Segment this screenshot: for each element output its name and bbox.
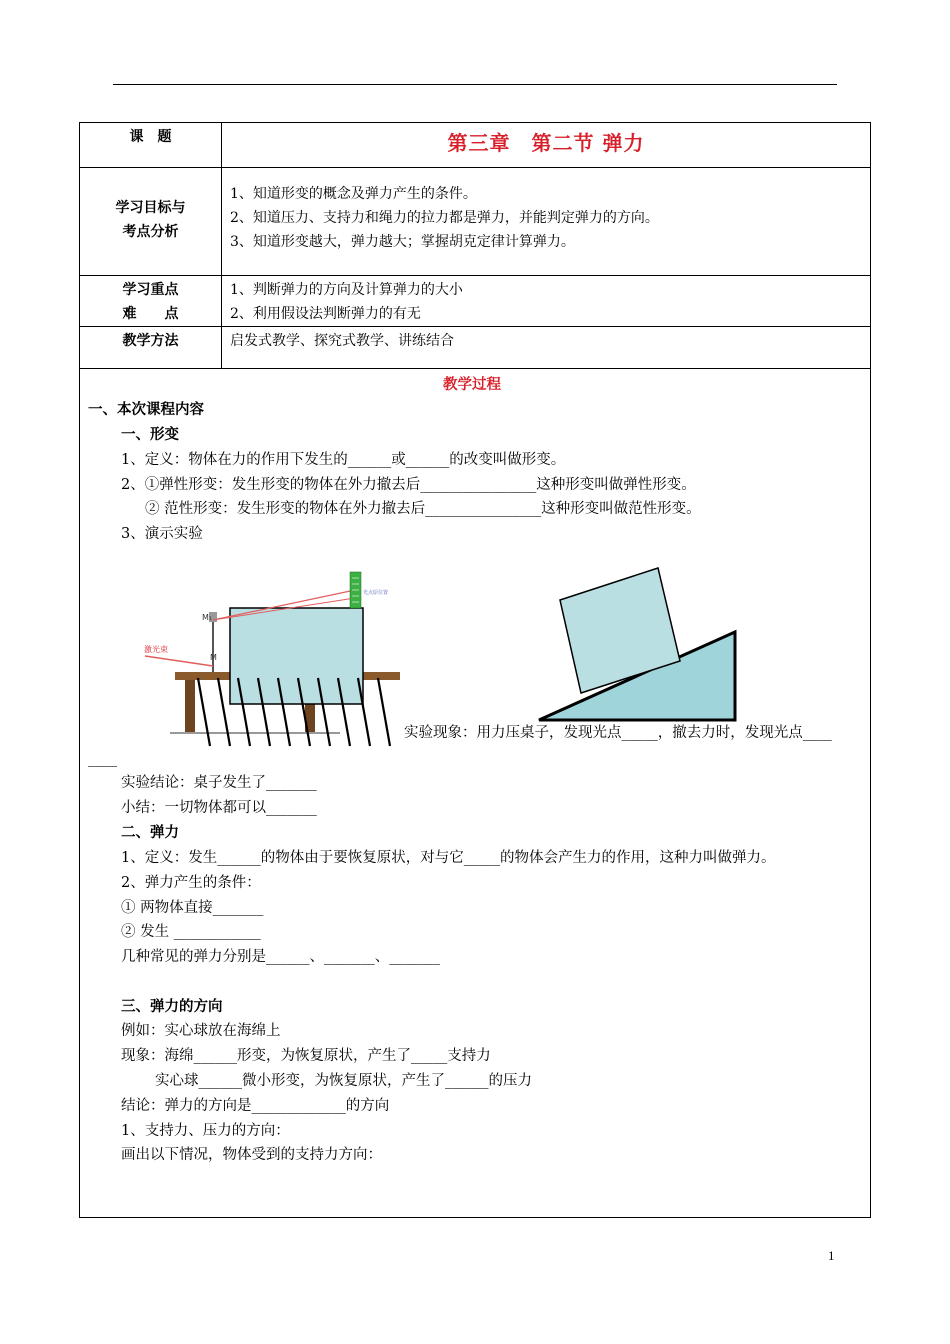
elastic-force-conditions: 2、弹力产生的条件：	[121, 875, 261, 891]
observation-text: 实验现象：用力压桌子，发现光点_____，撤去力时，发现光点____	[404, 725, 832, 741]
spring-arrow	[358, 678, 370, 746]
spot-label: 光点原位置	[363, 590, 389, 596]
header-rule	[113, 84, 837, 85]
spring-arrow	[378, 678, 390, 746]
plastic-deformation: ② 范性形变：发生形变的物体在外力撤去后________________这种形变叫做范性形变。	[145, 501, 701, 517]
deformation-heading: 一、形变	[121, 427, 179, 443]
mirror-m-label: M	[210, 653, 217, 662]
goal-item: 2、知道压力、支持力和绳力的拉力都是弹力，并能判定弹力的方向。	[230, 210, 659, 226]
goals-label-line-2: 考点分析	[122, 224, 179, 240]
observation-continuation: ____	[88, 751, 117, 767]
summary-text: 小结：一切物体都可以_______	[121, 800, 317, 816]
method-row	[80, 327, 871, 369]
goal-item: 3、知道形变越大，弹力越大；掌握胡克定律计算弹力。	[230, 234, 575, 250]
table-leg-left	[185, 680, 195, 732]
spring-arrow	[198, 678, 210, 746]
method-label: 教学方法	[80, 327, 222, 369]
laser-table-experiment-figure	[140, 568, 405, 750]
laser-label: 激光束	[144, 645, 168, 654]
block-on-table	[230, 608, 363, 704]
focus-item: 1、判断弹力的方向及计算弹力的大小	[230, 282, 463, 298]
direction-conclusion: 结论：弹力的方向是_____________的方向	[121, 1098, 390, 1114]
elastic-deformation: 2、①弹性形变：发生形变的物体在外力撤去后________________这种形变叫做弹性形变。	[121, 477, 696, 493]
spring-arrow	[218, 678, 230, 746]
support-pressure-direction: 1、支持力、压力的方向：	[121, 1123, 290, 1139]
focus-label	[80, 276, 222, 327]
deformation-definition: 1、定义：物体在力的作用下发生的______或______的改变叫做形变。	[121, 452, 566, 468]
laser-beam-in	[145, 656, 213, 666]
focus-label-line-1: 学习重点	[122, 282, 179, 298]
topic-content	[222, 123, 871, 168]
common-elastic-forces: 几种常见的弹力分别是______、_______、_______	[121, 949, 440, 965]
condition-2: ② 发生 ____________	[121, 924, 261, 940]
topic-label: 课 题	[80, 123, 222, 168]
phenomenon-sponge: 现象：海绵______形变，为恢复原状，产生了_____支持力	[121, 1048, 491, 1064]
demo-experiment-label: 3、演示实验	[121, 526, 203, 542]
condition-1: ① 两物体直接_______	[121, 900, 264, 916]
process-title: 教学过程	[443, 377, 501, 393]
goals-label-line-1: 学习目标与	[115, 200, 186, 216]
chapter-title: 第三章 第二节 弹力	[447, 131, 645, 155]
section-1-heading: 一、本次课程内容	[88, 402, 204, 418]
draw-support-force-task: 画出以下情况，物体受到的支持力方向：	[121, 1147, 382, 1163]
goals-label	[80, 168, 222, 276]
focus-content	[222, 276, 871, 327]
elastic-force-heading: 二、弹力	[121, 825, 179, 841]
focus-item: 2、利用假设法判断弹力的有无	[230, 306, 421, 322]
incline-block-figure	[535, 565, 740, 725]
phenomenon-ball: 实心球______微小形变，为恢复原状，产生了______的压力	[155, 1073, 532, 1089]
method-content: 启发式教学、探究式教学、讲练结合	[222, 327, 871, 369]
goals-row	[80, 168, 871, 276]
goal-item: 1、知道形变的概念及弹力产生的条件。	[230, 186, 477, 202]
mirror-m1-label: M₁	[202, 613, 213, 622]
focus-label-line-2: 难 点	[122, 306, 179, 322]
experiment-conclusion: 实验结论：桌子发生了_______	[121, 775, 317, 791]
example-text: 例如：实心球放在海绵上	[121, 1023, 281, 1039]
goals-content	[222, 168, 871, 276]
page-number: 1	[828, 1248, 835, 1263]
elastic-force-definition: 1、定义：发生______的物体由于要恢复原状，对与它_____的物体会产生力的作用，这种力叫做弹力。	[121, 850, 776, 866]
direction-heading: 三、弹力的方向	[121, 999, 223, 1015]
focus-row	[80, 276, 871, 327]
lesson-info-table	[79, 122, 871, 369]
topic-row	[80, 123, 871, 168]
